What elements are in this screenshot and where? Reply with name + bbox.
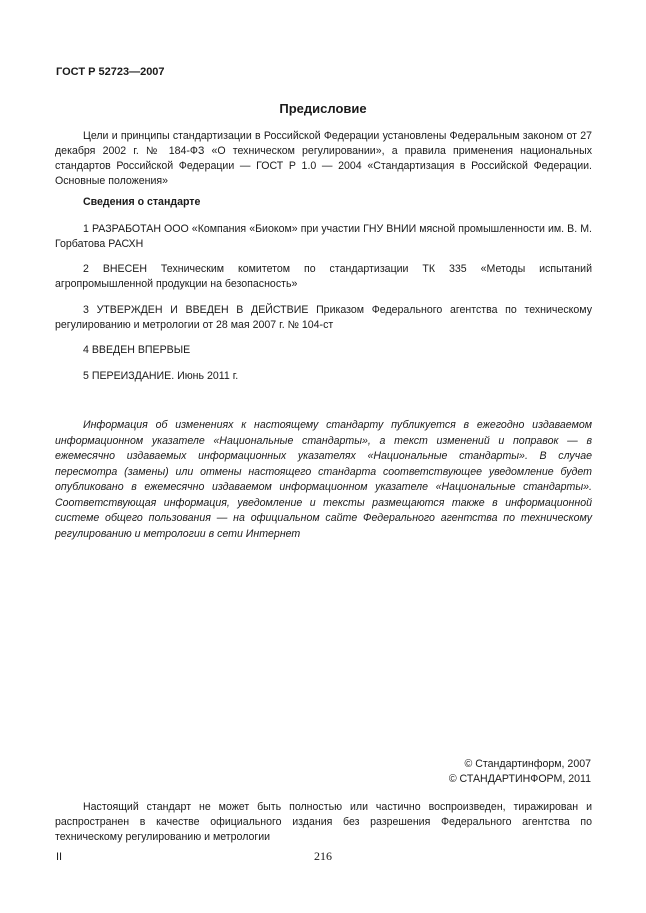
section-title: Сведения о стандарте — [83, 196, 201, 208]
list-item-text: 3 УТВЕРЖДЕН И ВВЕДЕН В ДЕЙСТВИЕ Приказом Федерального агентства по техническому регулированию и метрологии от 28 мая 2007 г. № 104-ст — [55, 304, 592, 331]
list-item — [55, 303, 592, 333]
list-item-text: 2 ВНЕСЕН Техническим комитетом по стандартизации ТК 335 «Методы испытаний агропромышленной продукции на безопасность» — [55, 263, 592, 290]
list-item — [55, 369, 592, 384]
document-header: ГОСТ Р 52723—2007 — [56, 66, 165, 78]
copyright-line: © СТАНДАРТИНФОРМ, 2011 — [448, 773, 591, 785]
info-text: Информация об изменениях к настоящему стандарту публикуется в ежегодно издаваемом информационном указателе «Национальные стандарты», а текст изменений и поправок — в ежемесячно издаваемых информационных указателях «Национальные стандарты». В случае пересмотра (замены) или отмены настоящего стандарта соответствующее уведомление будет опубликовано в ежемесячно издаваемом информационном указателе «Национальные стандарты». Соответствующая информация, уведомление и тексты размещаются также в информационной системе общего пользования — на официальном сайте Федерального агентства по техническому регулированию и метрологии в сети Интернет — [55, 419, 592, 540]
list-item-text: 5 ПЕРЕИЗДАНИЕ. Июнь 2011 г. — [83, 370, 239, 382]
intro-paragraph — [55, 129, 592, 189]
list-item-text: 1 РАЗРАБОТАН ООО «Компания «Биоком» при участии ГНУ ВНИИ мясной промышленности им. В. М. Горбатова РАСХН — [55, 223, 592, 250]
footer-notice — [55, 800, 592, 845]
page-roman-number: II — [56, 851, 63, 863]
footer-text: Настоящий стандарт не может быть полностью или частично воспроизведен, тиражирован и распространен в качестве официального издания без разрешения Федерального агентства по техническому регулированию и метрологии — [55, 801, 592, 843]
list-item-text: 4 ВВЕДЕН ВПЕРВЫЕ — [83, 344, 191, 356]
list-item — [55, 222, 592, 252]
copyright-block — [449, 757, 591, 787]
page-title: Предисловие — [279, 101, 367, 116]
copyright-line: © Стандартинформ, 2007 — [464, 758, 591, 770]
intro-text: Цели и принципы стандартизации в Российской Федерации установлены Федеральным законом от 27 декабря 2002 г. № 184-ФЗ «О техническом регулировании», а правила применения национальных стандартов Российской Федерации — ГОСТ Р 1.0 — 2004 «Стандартизация в Российской Федерации. Основные положения» — [55, 130, 592, 187]
info-paragraph — [55, 418, 592, 542]
list-item — [55, 343, 592, 358]
list-item — [55, 262, 592, 292]
page-number: 216 — [314, 849, 332, 863]
